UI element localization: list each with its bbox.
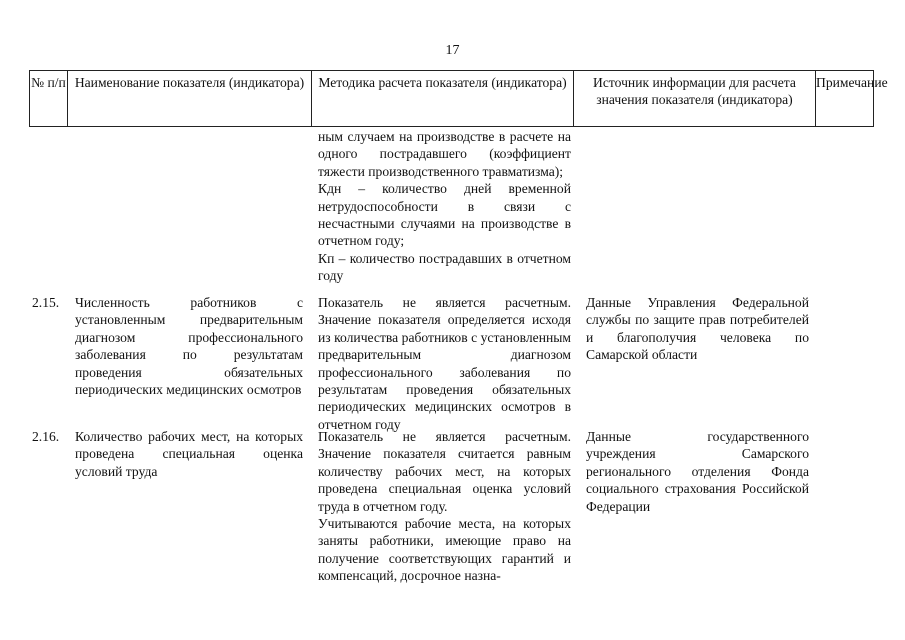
row-name [67, 128, 311, 294]
row-name: Количество рабочих мест, на которых проведена специальная оценка условий труда [75, 429, 303, 479]
row-source [573, 128, 815, 294]
row-name: Численность работников с установленным предварительным диагнозом профессионального заболевания по результатам проведения обязательных периодических медицинских осмотров [75, 295, 303, 398]
row-source: Данные государственного учреждения Самарского регионального отделения Фонда социального страхования Российской Федерации [586, 429, 809, 514]
row-num: 2.15. [32, 295, 60, 310]
method-paragraph: ным случаем на производстве в расчете на одного пострадавшего (коэффициент тяжести производственного травматизма); [318, 129, 571, 179]
row-num [29, 128, 67, 294]
header-num: № п/п [30, 71, 68, 126]
method-paragraph: Кп – количество пострадавших в отчетном году [318, 250, 571, 284]
table-body [29, 128, 874, 585]
method-paragraph: Показатель не является расчетным. Значение показателя считается равным количеству рабочих мест, на которых проведена специальная оценка условий труда в отчетном году. [318, 429, 571, 514]
row-source: Данные Управления Федеральной службы по защите прав потребителей и благополучия человека по Самарской области [586, 295, 809, 363]
row-num: 2.16. [32, 429, 60, 444]
table-row [29, 428, 874, 585]
header-name: Наименование показателя (индикатора) [68, 71, 312, 126]
row-note [815, 128, 872, 294]
row-method: Показатель не является расчетным. Значение показателя определяется исходя из количества работников с установленным предварительным диагнозом профессионального заболевания по результатам проведения обязательных периодических медицинских осмотров в отчетном году [318, 295, 571, 432]
header-note: Примечание [816, 75, 888, 90]
method-paragraph: Кдн – количество дней временной нетрудоспособности в связи с несчастными случаями на производстве в отчетном году; [318, 181, 571, 249]
header-source: Источник информации для расчета значения показателя (индикатора) [574, 71, 816, 126]
method-paragraph: Учитываются рабочие места, на которых заняты работники, имеющие право на получение соответствующих гарантий и компенсаций, досрочное назна- [318, 516, 571, 584]
header-method: Методика расчета показателя (индикатора) [312, 71, 574, 126]
row-note [815, 294, 872, 428]
table-row [29, 294, 874, 432]
table-header [29, 70, 888, 127]
row-method [311, 128, 573, 294]
row-note [815, 428, 872, 585]
table-row [29, 128, 874, 294]
page-number: 17 [445, 43, 460, 58]
